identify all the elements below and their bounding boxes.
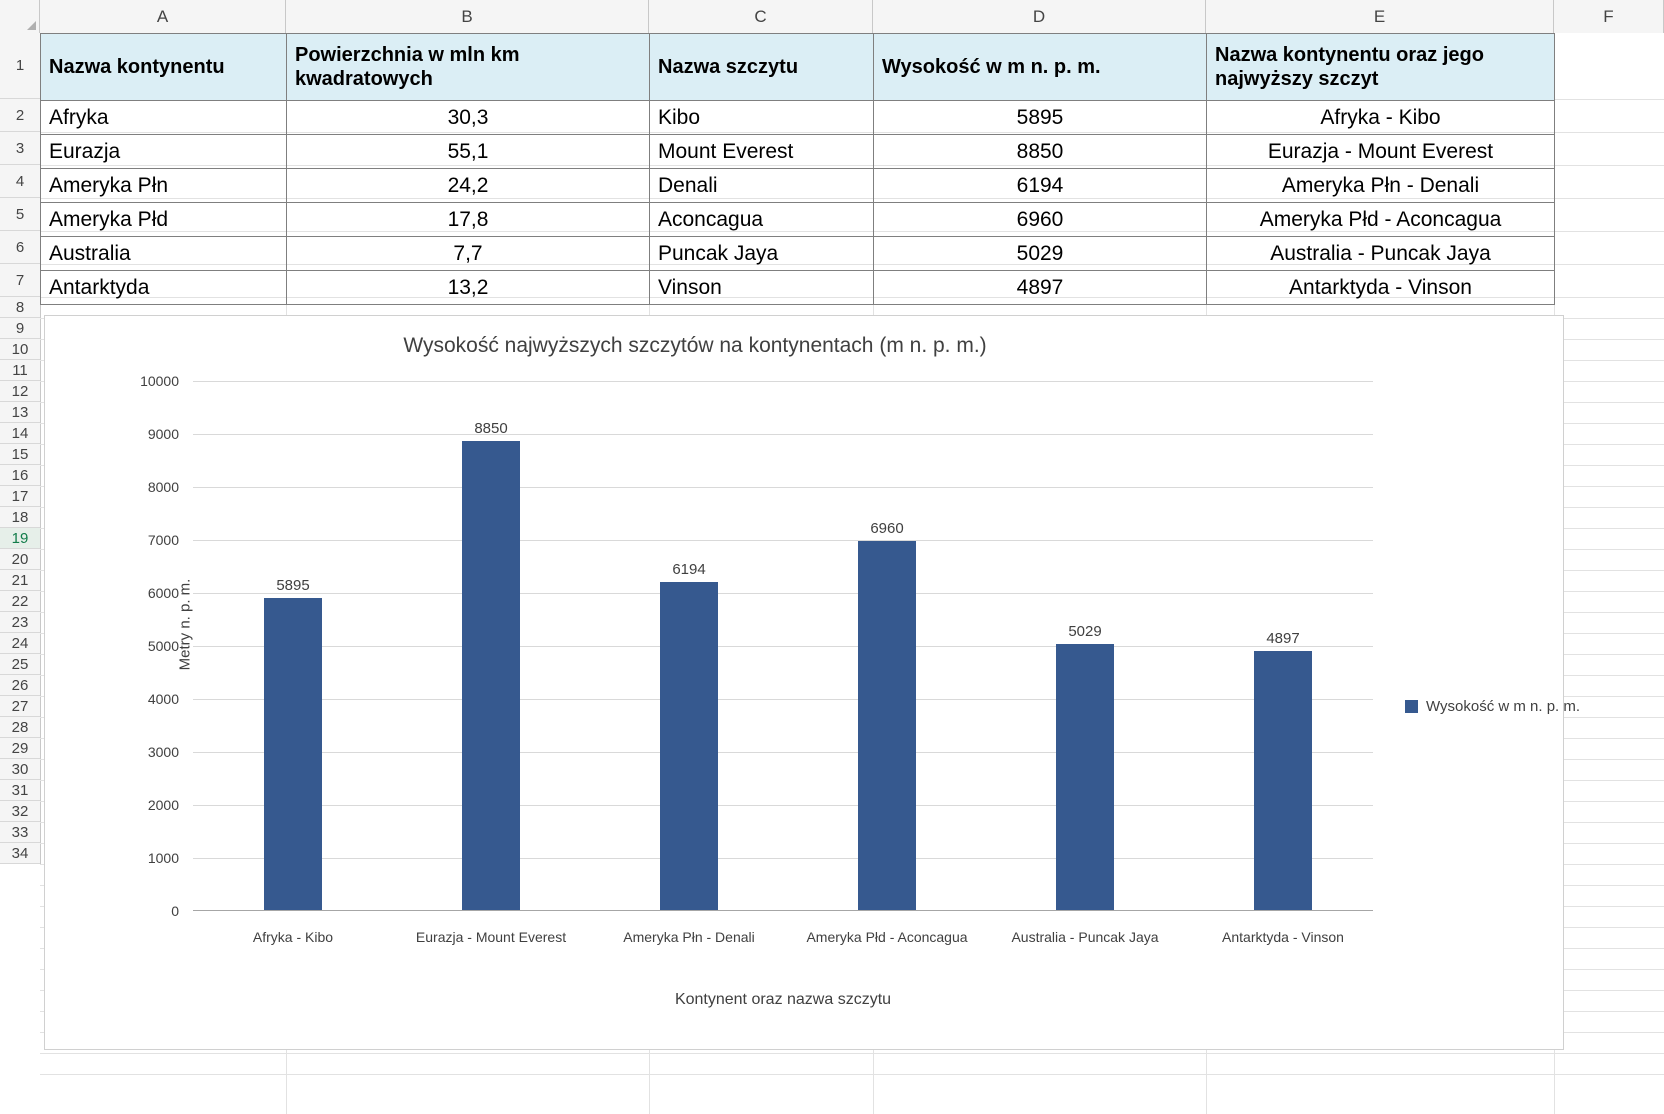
cell-D2[interactable]: 5895	[874, 101, 1207, 135]
row-header-24[interactable]: 24	[0, 633, 40, 654]
table-header-cell-B1[interactable]: Powierzchnia w mln km kwadratowych	[287, 34, 650, 101]
chart-legend[interactable]	[1405, 698, 1580, 715]
y-tick-9000: 9000	[147, 426, 179, 442]
cell-B7[interactable]: 13,2	[287, 271, 650, 305]
row-header-17[interactable]: 17	[0, 486, 40, 507]
cell-D7[interactable]: 4897	[874, 271, 1207, 305]
column-header-C[interactable]: C	[649, 0, 873, 33]
row-header-14[interactable]: 14	[0, 423, 40, 444]
row-header-10[interactable]: 10	[0, 339, 40, 360]
cell-E3[interactable]: Eurazja - Mount Everest	[1207, 135, 1555, 169]
column-header-D[interactable]: D	[873, 0, 1206, 33]
table-header-cell-D1[interactable]: Wysokość w m n. p. m.	[874, 34, 1207, 101]
cell-E2[interactable]: Afryka - Kibo	[1207, 101, 1555, 135]
table-row	[41, 101, 1555, 135]
x-tick-label-3: Ameryka Płd - Aconcagua	[806, 929, 968, 945]
cell-C7[interactable]: Vinson	[650, 271, 874, 305]
row-header-4[interactable]: 4	[0, 165, 40, 198]
row-header-13[interactable]: 13	[0, 402, 40, 423]
cell-B6[interactable]: 7,7	[287, 237, 650, 271]
cell-B4[interactable]: 24,2	[287, 169, 650, 203]
row-header-1[interactable]: 1	[0, 33, 40, 99]
bar-antarktyda-vinson[interactable]	[1254, 651, 1312, 910]
table-row	[41, 271, 1555, 305]
y-tick-7000: 7000	[147, 532, 179, 548]
chart-plot-area	[140, 373, 1373, 1008]
row-header-32[interactable]: 32	[0, 801, 40, 822]
column-header-F[interactable]: F	[1554, 0, 1664, 33]
row-header-22[interactable]: 22	[0, 591, 40, 612]
cell-A7[interactable]: Antarktyda	[41, 271, 287, 305]
y-tick-5000: 5000	[147, 638, 179, 654]
column-header-row	[0, 0, 1664, 33]
cell-B3[interactable]: 55,1	[287, 135, 650, 169]
cell-C4[interactable]: Denali	[650, 169, 874, 203]
y-tick-10000: 10000	[140, 373, 179, 389]
row-header-16[interactable]: 16	[0, 465, 40, 486]
table-header-cell-C1[interactable]: Nazwa szczytu	[650, 34, 874, 101]
row-header-7[interactable]: 7	[0, 264, 40, 297]
row-header-20[interactable]: 20	[0, 549, 40, 570]
row-header-28[interactable]: 28	[0, 717, 40, 738]
table-row	[41, 237, 1555, 271]
bar-value-afryka-kibo: 5895	[276, 577, 310, 594]
chart-container[interactable]	[44, 315, 1581, 1050]
cell-A2[interactable]: Afryka	[41, 101, 287, 135]
bar-ameryka-pln-denali[interactable]	[660, 582, 718, 910]
data-table[interactable]	[40, 33, 1555, 305]
y-tick-2000: 2000	[147, 797, 179, 813]
table-row	[41, 135, 1555, 169]
bar-value-ameryka-pld-aconcagua: 6960	[870, 520, 904, 537]
table-header-cell-E1[interactable]: Nazwa kontynentu oraz jego najwyższy szczyt	[1207, 34, 1555, 101]
row-header-26[interactable]: 26	[0, 675, 40, 696]
row-header-11[interactable]: 11	[0, 360, 40, 381]
cell-D4[interactable]: 6194	[874, 169, 1207, 203]
cell-A6[interactable]: Australia	[41, 237, 287, 271]
x-tick-label-0: Afryka - Kibo	[252, 929, 334, 945]
y-axis-title: Metry n. p. m.	[176, 578, 194, 671]
legend-label: Wysokość w m n. p. m.	[1426, 698, 1581, 715]
row-header-15[interactable]: 15	[0, 444, 40, 465]
table-row	[41, 169, 1555, 203]
legend-swatch-icon	[1405, 700, 1418, 713]
bar-eurazja-mount-everest[interactable]	[462, 441, 520, 910]
x-tick-label-5: Antarktyda - Vinson	[1222, 929, 1344, 945]
bar-value-eurazja-mount-everest: 8850	[474, 420, 508, 437]
table-header-cell-A1[interactable]: Nazwa kontynentu	[41, 34, 287, 101]
bar-australia-puncak-jaya[interactable]	[1056, 644, 1114, 910]
x-tick-label-2: Ameryka Płn - Denali	[623, 929, 755, 945]
cell-C6[interactable]: Puncak Jaya	[650, 237, 874, 271]
y-tick-3000: 3000	[147, 744, 179, 760]
row-header-18[interactable]: 18	[0, 507, 40, 528]
row-header-8[interactable]: 8	[0, 297, 40, 318]
table-header-row	[41, 34, 1555, 101]
row-header-21[interactable]: 21	[0, 570, 40, 591]
row-header-34[interactable]: 34	[0, 843, 40, 864]
y-tick-6000: 6000	[147, 585, 179, 601]
y-tick-0: 0	[171, 903, 179, 919]
cell-E5[interactable]: Ameryka Płd - Aconcagua	[1207, 203, 1555, 237]
column-header-A[interactable]: A	[40, 0, 286, 33]
x-axis-line	[193, 910, 1373, 911]
cell-B5[interactable]: 17,8	[287, 203, 650, 237]
bar-value-australia-puncak-jaya: 5029	[1068, 623, 1102, 640]
row-header-3[interactable]: 3	[0, 132, 40, 165]
chart-title: Wysokość najwyższych szczytów na kontynentach (m n. p. m.)	[403, 334, 987, 357]
cell-C2[interactable]: Kibo	[650, 101, 874, 135]
row-header-33[interactable]: 33	[0, 822, 40, 843]
cell-E4[interactable]: Ameryka Płn - Denali	[1207, 169, 1555, 203]
cell-C3[interactable]: Mount Everest	[650, 135, 874, 169]
row-header-6[interactable]: 6	[0, 231, 40, 264]
row-header-30[interactable]: 30	[0, 759, 40, 780]
row-header-12[interactable]: 12	[0, 381, 40, 402]
cell-A3[interactable]: Eurazja	[41, 135, 287, 169]
row-header-column	[0, 33, 41, 864]
cell-E7[interactable]: Antarktyda - Vinson	[1207, 271, 1555, 305]
row-header-19[interactable]: 19	[0, 528, 40, 549]
cell-D6[interactable]: 5029	[874, 237, 1207, 271]
row-header-5[interactable]: 5	[0, 198, 40, 231]
cell-E6[interactable]: Australia - Puncak Jaya	[1207, 237, 1555, 271]
row-header-27[interactable]: 27	[0, 696, 40, 717]
cell-A4[interactable]: Ameryka Płn	[41, 169, 287, 203]
x-tick-label-4: Australia - Puncak Jaya	[1011, 929, 1159, 945]
row-header-29[interactable]: 29	[0, 738, 40, 759]
column-header-B[interactable]: B	[286, 0, 649, 33]
cell-B2[interactable]: 30,3	[287, 101, 650, 135]
row-header-9[interactable]: 9	[0, 318, 40, 339]
row-header-25[interactable]: 25	[0, 654, 40, 675]
x-tick-label-1: Eurazja - Mount Everest	[415, 929, 567, 945]
row-header-2[interactable]: 2	[0, 99, 40, 132]
cell-A5[interactable]: Ameryka Płd	[41, 203, 287, 237]
y-tick-1000: 1000	[147, 850, 179, 866]
row-header-23[interactable]: 23	[0, 612, 40, 633]
y-tick-8000: 8000	[147, 479, 179, 495]
cell-D3[interactable]: 8850	[874, 135, 1207, 169]
cell-D5[interactable]: 6960	[874, 203, 1207, 237]
bar-afryka-kibo[interactable]	[264, 598, 322, 910]
bar-value-antarktyda-vinson: 4897	[1266, 630, 1300, 647]
bar-value-ameryka-pln-denali: 6194	[672, 561, 706, 578]
x-axis-title: Kontynent oraz nazwa szczytu	[674, 991, 892, 1008]
select-all-corner[interactable]	[0, 0, 40, 33]
y-tick-4000: 4000	[147, 691, 179, 707]
cell-C5[interactable]: Aconcagua	[650, 203, 874, 237]
table-row	[41, 203, 1555, 237]
row-header-31[interactable]: 31	[0, 780, 40, 801]
column-header-E[interactable]: E	[1206, 0, 1554, 33]
bar-ameryka-pld-aconcagua[interactable]	[858, 541, 916, 910]
